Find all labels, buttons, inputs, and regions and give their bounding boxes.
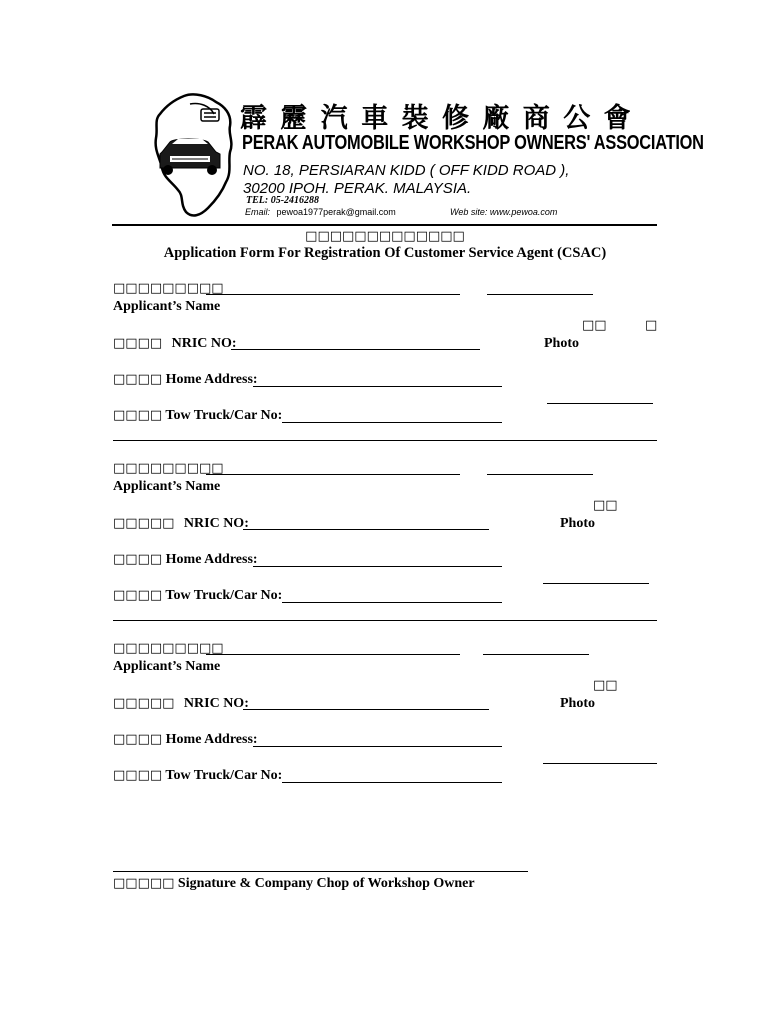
photo-label: Photo xyxy=(544,336,579,351)
car-number-row xyxy=(113,768,282,784)
association-logo xyxy=(150,92,236,220)
address-row xyxy=(113,372,258,388)
photo-label: Photo xyxy=(560,516,595,531)
address-field[interactable] xyxy=(253,746,502,747)
email-value: pewoa1977perak@gmail.com xyxy=(276,207,396,217)
form-title-chinese: □□□□□□□□□□□□□ xyxy=(305,229,465,244)
nric-label: NRIC NO: xyxy=(171,336,237,351)
applicant-name-chinese: □□□□□□□□□ xyxy=(113,641,224,656)
applicant-name-label: Applicant’s Name xyxy=(113,479,221,494)
nric-row xyxy=(113,516,249,532)
website-label: Web site: xyxy=(450,207,488,217)
website-row xyxy=(450,207,557,217)
address-line-1: NO. 18, PERSIARAN KIDD ( OFF KIDD ROAD ), xyxy=(243,162,570,179)
nric-label: NRIC NO: xyxy=(183,516,249,531)
address-label: Home Address: xyxy=(165,552,258,567)
address-row xyxy=(113,732,258,748)
photo-box-top xyxy=(483,654,589,655)
car-number-field[interactable] xyxy=(282,602,502,603)
form-title: Application Form For Registration Of Customer Service Agent (CSAC) xyxy=(163,245,607,261)
association-english-name: PERAK AUTOMOBILE WORKSHOP OWNERS' ASSOCIATION xyxy=(242,132,704,154)
address-chinese: □□□□ xyxy=(113,732,163,747)
photo-box-top xyxy=(487,474,593,475)
signature-field[interactable] xyxy=(113,871,528,872)
nric-field[interactable] xyxy=(231,349,480,350)
address-field[interactable] xyxy=(253,386,502,387)
applicant-name-label: Applicant’s Name xyxy=(113,659,221,674)
photo-box-bottom xyxy=(543,763,657,764)
car-number-row xyxy=(113,588,282,604)
address-chinese: □□□□ xyxy=(113,552,163,567)
photo-box-bottom xyxy=(547,403,653,404)
signature-label: Signature & Company Chop of Workshop Owner xyxy=(177,876,475,891)
nric-label: NRIC NO: xyxy=(183,696,249,711)
car-number-row xyxy=(113,408,282,424)
letterhead xyxy=(150,90,704,225)
photo-label-chinese: □□ xyxy=(593,678,618,693)
address-label: Home Address: xyxy=(165,372,258,387)
letterhead-divider xyxy=(112,224,657,226)
photo-box-bottom xyxy=(543,583,649,584)
section-divider xyxy=(113,440,657,441)
address-line-2: 30200 IPOH. PERAK. MALAYSIA. xyxy=(243,180,472,197)
email-row xyxy=(245,207,396,217)
address-field[interactable] xyxy=(253,566,502,567)
email-label: Email: xyxy=(245,207,271,217)
nric-row xyxy=(113,696,249,712)
association-chinese-name: 霹 靂 汽 車 裝 修 廠 商 公 會 xyxy=(240,103,633,134)
applicant-name-label: Applicant’s Name xyxy=(113,299,221,314)
nric-chinese: □□□□ xyxy=(113,336,163,351)
address-row xyxy=(113,552,258,568)
address-chinese: □□□□ xyxy=(113,372,163,387)
telephone: TEL: 05-2416288 xyxy=(246,195,320,206)
nric-chinese: □□□□□ xyxy=(113,696,175,711)
car-icon xyxy=(200,108,220,122)
photo-label-chinese: □□ xyxy=(582,318,607,333)
car-number-label: Tow Truck/Car No: xyxy=(165,768,283,783)
signature-row xyxy=(113,876,475,892)
car-number-label: Tow Truck/Car No: xyxy=(165,588,283,603)
applicant-name-chinese: □□□□□□□□□ xyxy=(113,281,224,296)
car-number-field[interactable] xyxy=(282,782,502,783)
car-number-field[interactable] xyxy=(282,422,502,423)
nric-field[interactable] xyxy=(243,709,489,710)
photo-label-chinese-extra: □ xyxy=(645,318,658,333)
car-number-label: Tow Truck/Car No: xyxy=(165,408,283,423)
photo-label-chinese: □□ xyxy=(593,498,618,513)
address-label: Home Address: xyxy=(165,732,258,747)
nric-field[interactable] xyxy=(243,529,489,530)
applicant-name-field[interactable] xyxy=(206,474,460,475)
car-number-chinese: □□□□ xyxy=(113,408,163,423)
car-number-chinese: □□□□ xyxy=(113,588,163,603)
applicant-name-field[interactable] xyxy=(206,294,460,295)
applicant-name-chinese: □□□□□□□□□ xyxy=(113,461,224,476)
photo-label: Photo xyxy=(560,696,595,711)
signature-chinese: □□□□□ xyxy=(113,876,175,891)
nric-row xyxy=(113,336,237,352)
photo-box-top xyxy=(487,294,593,295)
website-value: www.pewoa.com xyxy=(489,207,558,217)
section-divider xyxy=(113,620,657,621)
nric-chinese: □□□□□ xyxy=(113,516,175,531)
car-number-chinese: □□□□ xyxy=(113,768,163,783)
applicant-name-field[interactable] xyxy=(206,654,460,655)
